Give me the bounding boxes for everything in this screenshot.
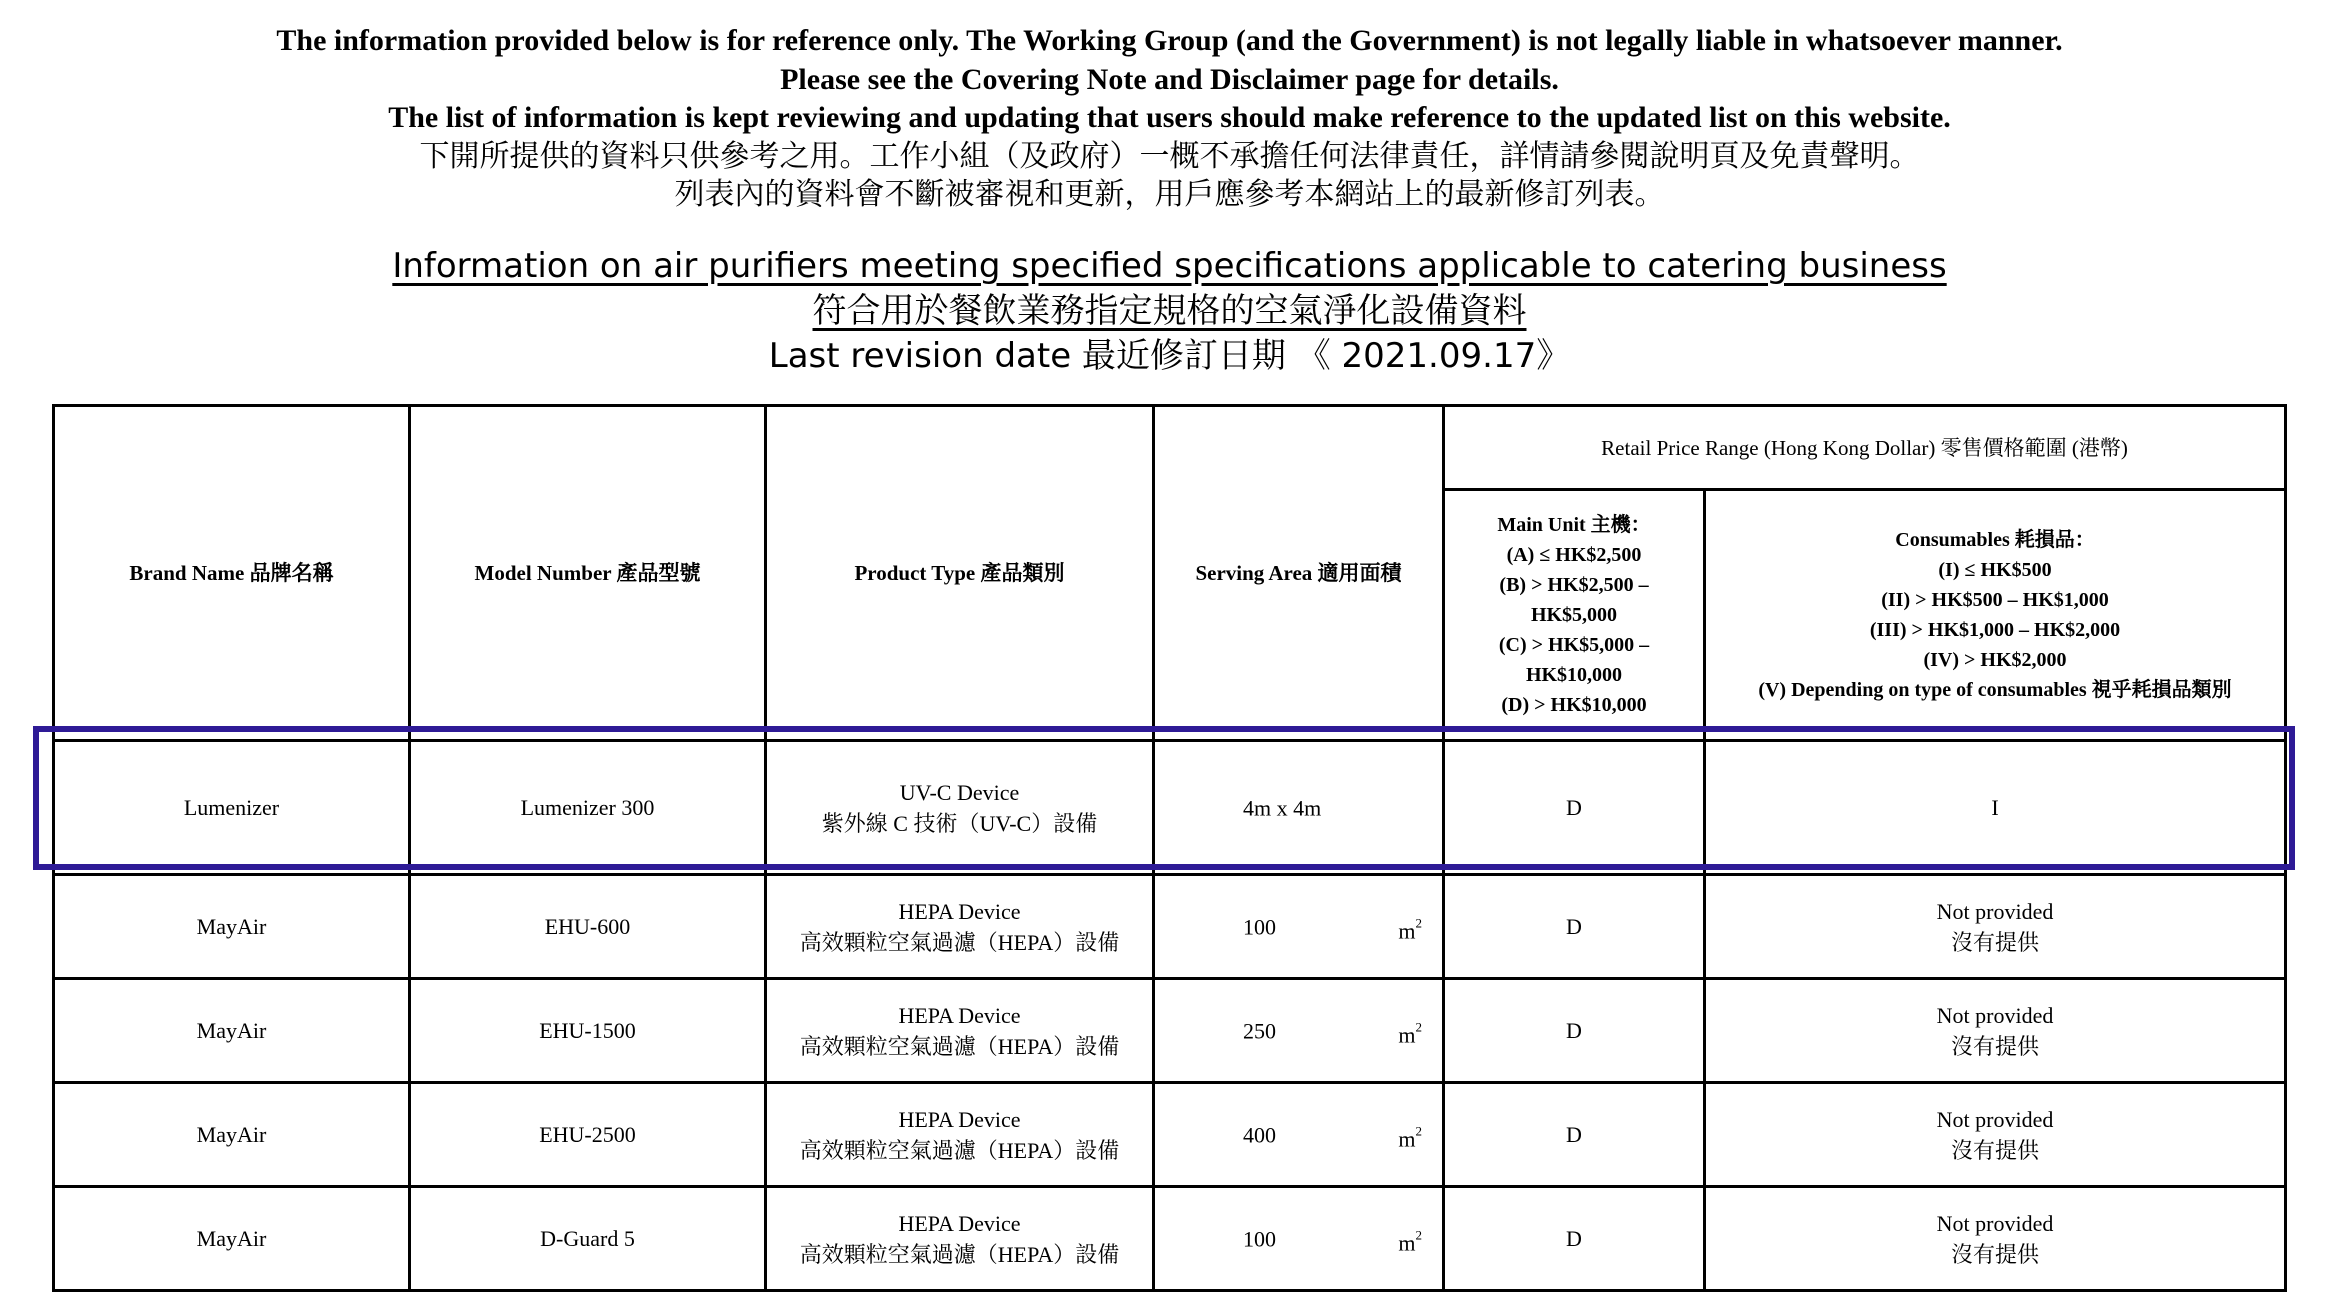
header-main-unit [1444,490,1705,741]
header-brand: Brand Name 品牌名稱 [54,406,410,741]
cell-serving-area [1154,1083,1444,1187]
cell-product-type [766,1187,1154,1291]
notice-line-2: Please see the Covering Note and Disclaimer page for details. [780,62,1559,96]
cell-serving-area [1154,1187,1444,1291]
consumables-value-zh: 沒有提供 [1950,1033,2039,1059]
main-unit-line: (C) > HK$5,000 – [1498,634,1650,656]
cell-brand: MayAir [54,979,410,1083]
cell-main-unit: D [1444,1187,1705,1291]
cell-model: Lumenizer 300 [410,741,766,875]
consumables-line: (IV) > HK$2,000 [1923,649,2067,671]
product-type-en: HEPA Device [898,1106,1021,1132]
header-product-type: Product Type 產品類別 [766,406,1154,741]
cell-brand: Lumenizer [54,741,410,875]
product-type-en: HEPA Device [898,898,1021,924]
cell-serving-area [1154,875,1444,979]
serving-area-value: 250 [1243,1018,1276,1043]
cell-consumables [1705,1083,2286,1187]
unit-text: m [1398,918,1416,943]
product-type-zh: 高效顆粒空氣過濾（HEPA）設備 [799,1137,1120,1163]
unit-superscript: 2 [1415,1227,1422,1242]
cell-model: EHU-1500 [410,979,766,1083]
cell-main-unit: D [1444,875,1705,979]
table-row [54,979,2286,1083]
cell-main-unit: D [1444,741,1705,875]
unit-text: m [1398,1126,1416,1151]
consumables-line: Consumables 耗損品： [1895,529,2095,551]
consumables-value: Not provided [1936,1210,2054,1236]
consumables-value-zh: 沒有提供 [1950,1241,2039,1267]
consumables-value: Not provided [1936,898,2054,924]
document-titles [0,244,2339,379]
notice-line-1: The information provided below is for reference only. The Working Group (and the Government) is not legally liable in whatsoever manner. [276,24,2063,57]
product-type-zh: 高效顆粒空氣過濾（HEPA）設備 [799,929,1120,955]
disclaimer-notice [0,22,2339,215]
cell-serving-area [1154,741,1444,875]
consumables-line: (II) > HK$500 – HK$1,000 [1881,589,2109,611]
serving-area-unit [1398,1219,1422,1258]
product-type-zh: 紫外線 C 技術（UV-C）設備 [821,810,1098,836]
cell-consumables [1705,875,2286,979]
cell-product-type [766,979,1154,1083]
product-type-zh: 高效顆粒空氣過濾（HEPA）設備 [799,1241,1120,1267]
cell-consumables [1705,1187,2286,1291]
notice-line-5: 列表內的資料會不斷被審視和更新，用戶應參考本網站上的最新修訂列表。 [674,177,1665,212]
revision-date: Last revision date 最近修訂日期 《 2021.09.17》 [768,336,1571,376]
consumables-value: Not provided [1936,1106,2054,1132]
cell-consumables [1705,741,2286,875]
cell-brand: MayAir [54,875,410,979]
serving-area-unit [1398,907,1422,946]
product-type-en: UV-C Device [899,779,1020,805]
serving-area-value: 400 [1243,1122,1276,1147]
consumables-value: I [1991,795,1999,820]
serving-area-value: 100 [1243,914,1276,939]
cell-product-type [766,741,1154,875]
main-unit-line: HK$5,000 [1530,604,1618,626]
main-unit-line: (D) > HK$10,000 [1501,694,1647,716]
cell-main-unit: D [1444,979,1705,1083]
main-unit-line: HK$10,000 [1525,664,1623,686]
notice-line-3: The list of information is kept reviewing and updating that users should make reference to the updated list on this website. [388,101,1951,134]
page-title-chinese: 符合用於餐飲業務指定規格的空氣淨化設備資料 [812,291,1527,331]
product-type-zh: 高效顆粒空氣過濾（HEPA）設備 [799,1033,1120,1059]
consumables-line: (V) Depending on type of consumables 視乎耗損品類別 [1758,679,2232,701]
cell-model: EHU-2500 [410,1083,766,1187]
header-model: Model Number 產品型號 [410,406,766,741]
cell-product-type [766,875,1154,979]
header-serving-area: Serving Area 適用面積 [1154,406,1444,741]
product-type-en: HEPA Device [898,1210,1021,1236]
table-row [54,741,2286,875]
main-unit-line: Main Unit 主機： [1497,514,1651,536]
cell-consumables [1705,979,2286,1083]
serving-area-unit [1398,1011,1422,1050]
cell-brand: MayAir [54,1187,410,1291]
main-unit-line: (A) ≤ HK$2,500 [1506,544,1642,566]
serving-area-value: 4m x 4m [1243,795,1322,820]
unit-superscript: 2 [1415,915,1422,930]
product-type-en: HEPA Device [898,1002,1021,1028]
cell-serving-area [1154,979,1444,1083]
cell-model: D-Guard 5 [410,1187,766,1291]
purifier-table [52,404,2287,1292]
serving-area-value: 100 [1243,1226,1276,1251]
table-row [54,1083,2286,1187]
header-consumables [1705,490,2286,741]
table-row [54,875,2286,979]
table-row [54,1187,2286,1291]
consumables-value-zh: 沒有提供 [1950,929,2039,955]
notice-line-4: 下開所提供的資料只供參考之用。工作小組（及政府）一概不承擔任何法律責任，詳情請參閱說明頁及免責聲明。 [419,138,1920,174]
main-unit-line: (B) > HK$2,500 – [1499,574,1649,596]
cell-product-type [766,1083,1154,1187]
page-title: Information on air purifiers meeting specified specifications applicable to catering business [392,246,1947,286]
cell-brand: MayAir [54,1083,410,1187]
consumables-line: (III) > HK$1,000 – HK$2,000 [1869,619,2121,641]
unit-superscript: 2 [1415,1019,1422,1034]
consumables-line: (I) ≤ HK$500 [1938,559,2052,581]
header-price-range: Retail Price Range (Hong Kong Dollar) 零售價格範圍 (港幣) [1444,406,2286,490]
unit-superscript: 2 [1415,1123,1422,1138]
consumables-value: Not provided [1936,1002,2054,1028]
cell-model: EHU-600 [410,875,766,979]
serving-area-unit [1398,1115,1422,1154]
unit-text: m [1398,1022,1416,1047]
cell-main-unit: D [1444,1083,1705,1187]
unit-text: m [1398,1230,1416,1255]
consumables-value-zh: 沒有提供 [1950,1137,2039,1163]
